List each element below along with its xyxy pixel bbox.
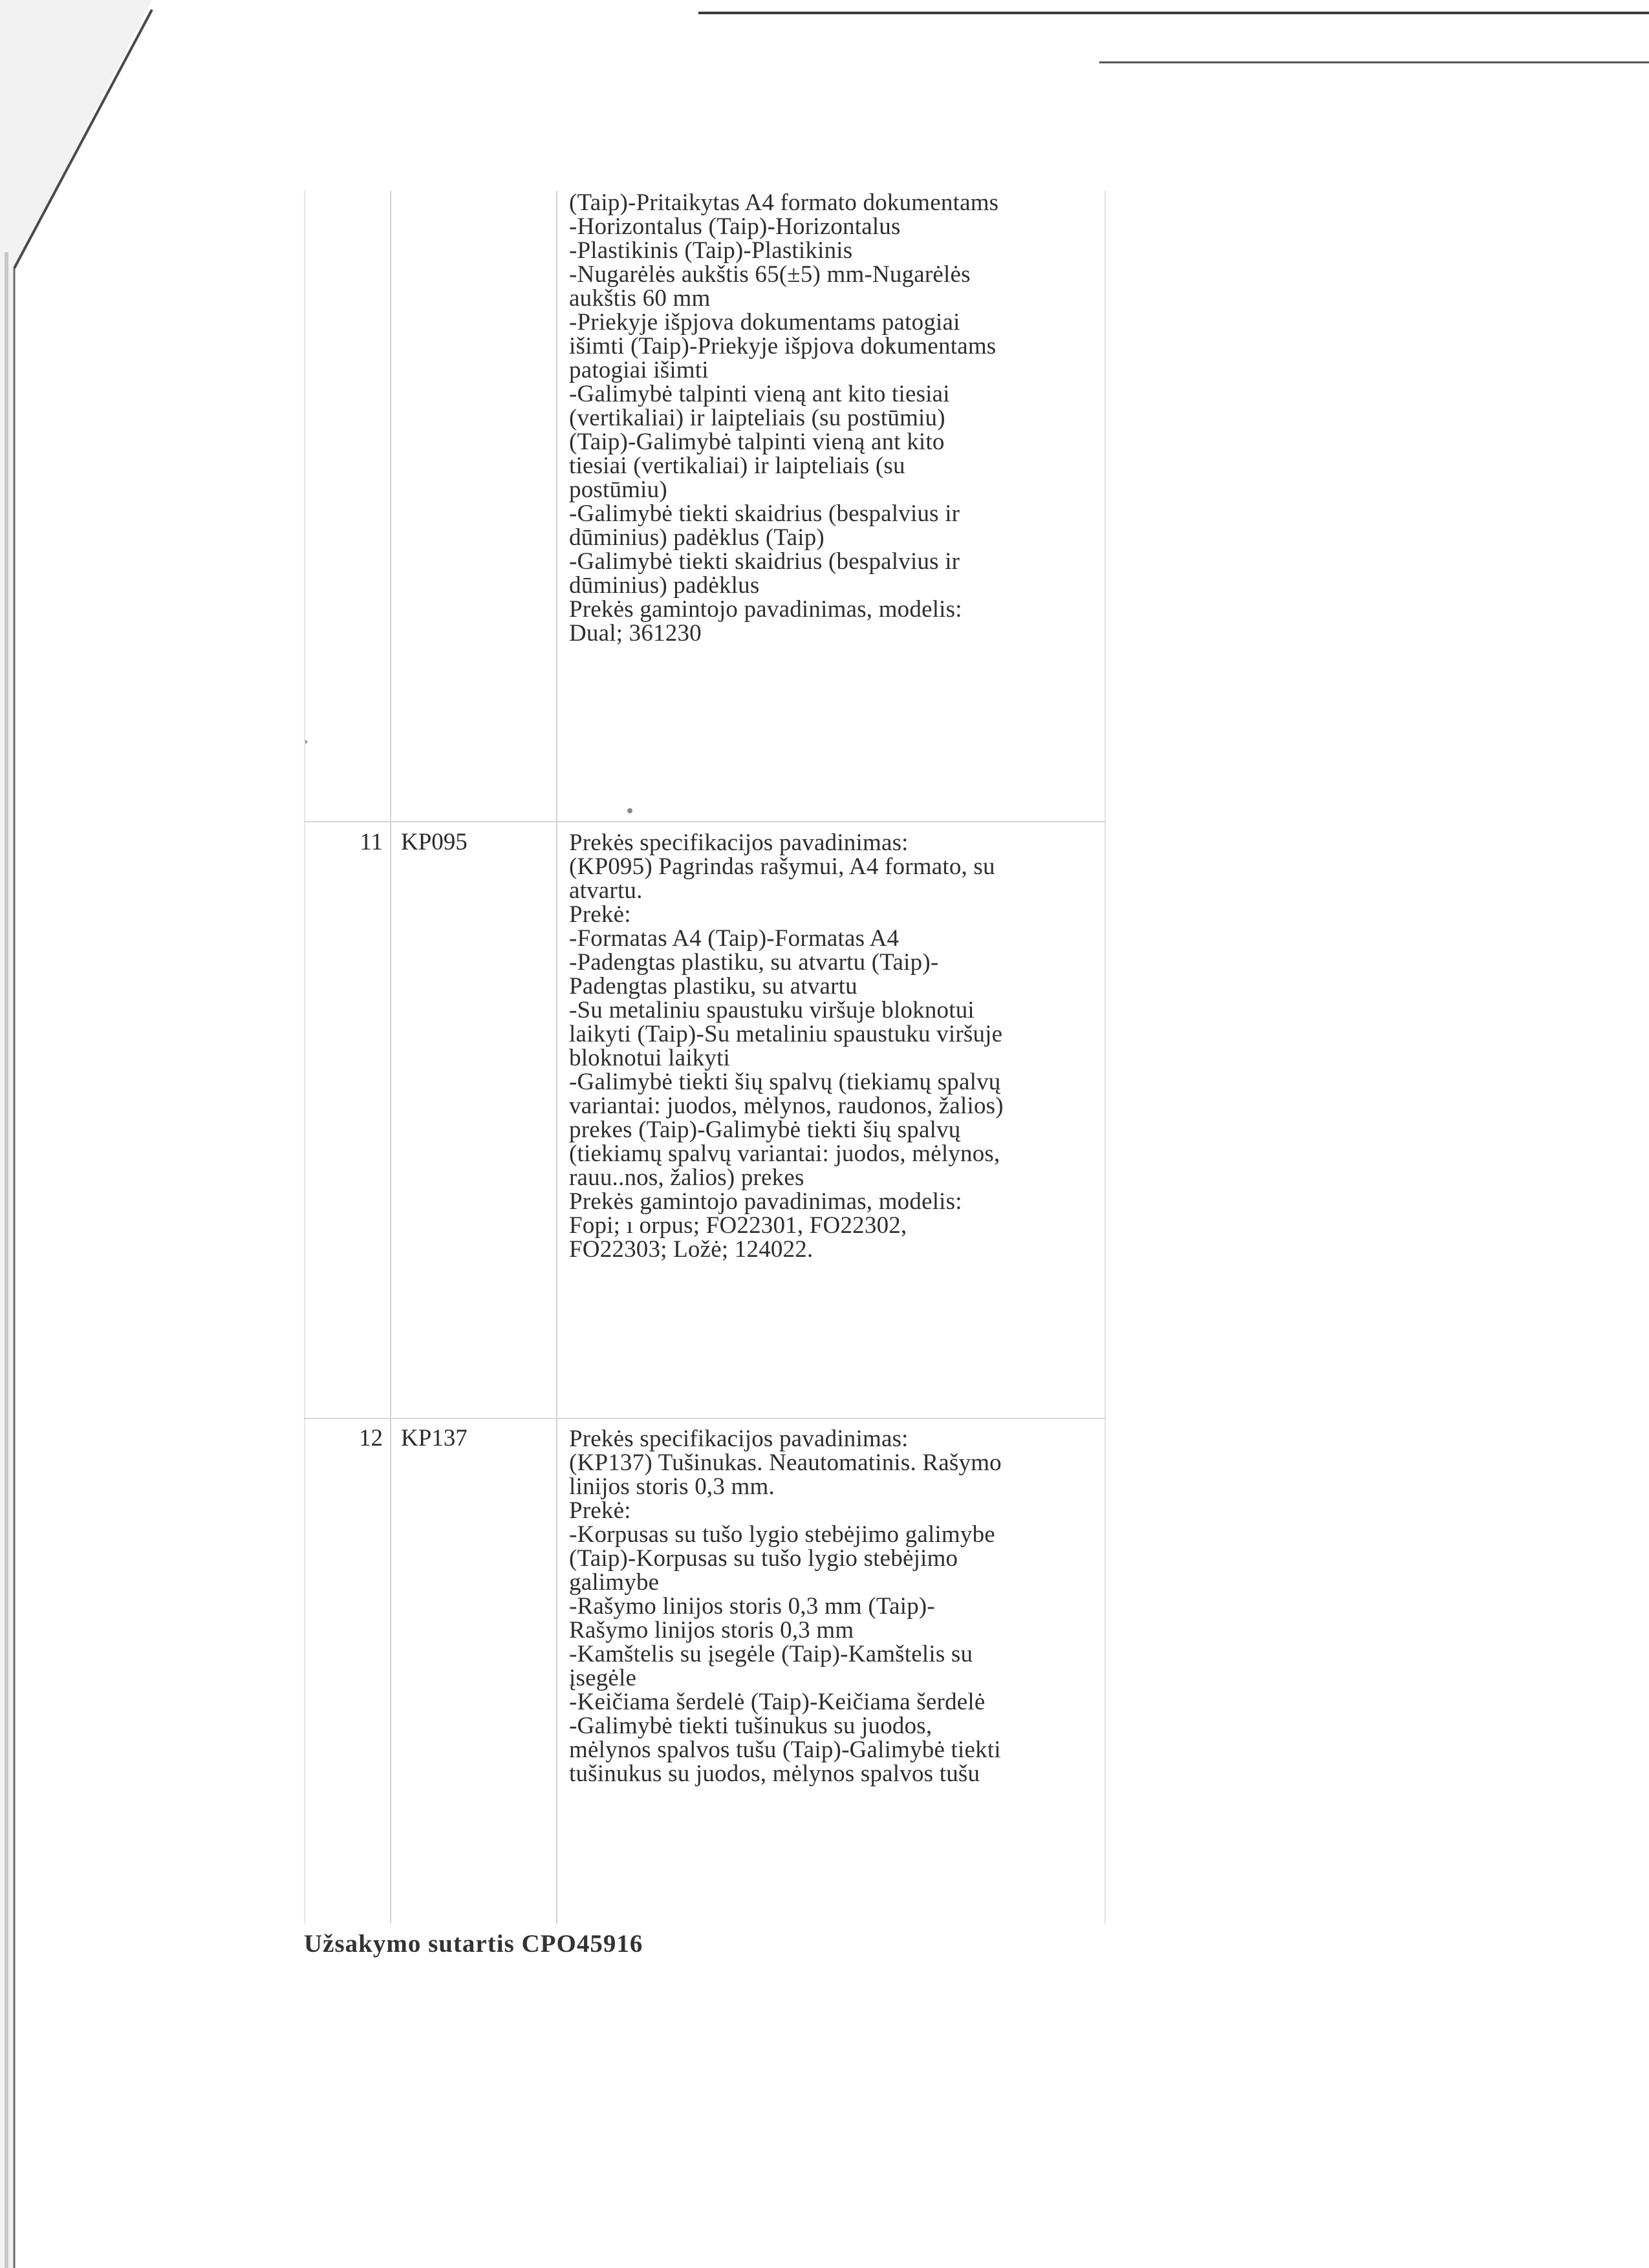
text-line: Dual; 361230	[569, 620, 702, 647]
column-divider	[390, 191, 391, 1923]
text-line: dūminius) padėklus	[569, 572, 760, 599]
text-line: -Kamštelis su įsegėle (Taip)-Kamštelis su	[569, 1641, 973, 1667]
text-line: (KP137) Tušinukas. Neautomatinis. Rašymo	[569, 1450, 1002, 1476]
description-cell-continued	[569, 191, 1112, 645]
row-divider	[304, 1418, 1106, 1419]
row-number: 11	[360, 829, 383, 855]
text-line: -Galimybė tiekti šių spalvų (tiekiamų spalvų	[569, 1069, 1001, 1095]
text-line: -Keičiama šerdelė (Taip)-Keičiama šerdelė	[569, 1689, 986, 1715]
scan-line-artifact	[1099, 61, 1649, 63]
row-divider	[304, 821, 1106, 822]
text-line: variantai: juodos, mėlynos, raudonos, žalios)	[569, 1093, 1004, 1119]
text-line: tušinukus su juodos, mėlynos spalvos tušu	[569, 1760, 980, 1787]
text-line: Prekė:	[569, 1497, 631, 1524]
text-line: -Galimybė tiekti skaidrius (bespalvius ir	[569, 548, 960, 575]
column-divider	[304, 191, 305, 1923]
text-line: (Taip)-Pritaikytas A4 formato dokumentams	[569, 189, 999, 216]
text-line: išimti (Taip)-Priekyje išpjova dokumentams	[569, 333, 997, 359]
column-divider	[556, 191, 557, 1923]
text-line: -Formatas A4 (Taip)-Formatas A4	[569, 925, 900, 952]
text-line: aukštis 60 mm	[569, 285, 711, 312]
description-cell-kp095	[569, 831, 1112, 1261]
text-line: -Padengtas plastiku, su atvartu (Taip)-	[569, 949, 939, 976]
text-line: Fopi; ı orpus; FO22301, FO22302,	[569, 1212, 907, 1239]
text-line: -Galimybė tiekti skaidrius (bespalvius ir	[569, 500, 960, 527]
text-line: -Galimybė talpinti vieną ant kito tiesiai	[569, 381, 950, 407]
product-code: KP137	[401, 1425, 468, 1451]
scan-edge-artifact	[0, 0, 168, 2268]
text-line: (tiekiamų spalvų variantai: juodos, mėlynos,	[569, 1140, 1000, 1167]
text-line: dūminius) padėklus (Taip)	[569, 524, 824, 551]
text-line: įsegėle	[569, 1665, 637, 1691]
text-line: prekes (Taip)-Galimybė tiekti šių spalvų	[569, 1117, 961, 1143]
text-line: bloknotui laikyti	[569, 1045, 731, 1071]
text-line: rauu..nos, žalios) prekes	[569, 1164, 804, 1191]
text-line: mėlynos spalvos tušu (Taip)-Galimybė tiekti	[569, 1737, 1001, 1763]
text-line: (Taip)-Korpusas su tušo lygio stebėjimo	[569, 1545, 958, 1572]
text-line: -Plastikinis (Taip)-Plastikinis	[569, 237, 853, 264]
text-line: (KP095) Pagrindas rašymui, A4 formato, su	[569, 853, 995, 880]
text-line: postūmiu)	[569, 476, 667, 503]
text-line: -Horizontalus (Taip)-Horizontalus	[569, 213, 901, 240]
text-line: atvartu.	[569, 877, 643, 904]
scan-line-artifact	[698, 12, 1649, 14]
text-line: -Nugarėlės aukštis 65(±5) mm-Nugarėlės	[569, 261, 971, 288]
text-line: Prekės gamintojo pavadinimas, modelis:	[569, 596, 962, 623]
text-line: -Galimybė tiekti tušinukus su juodos,	[569, 1713, 932, 1739]
text-line: Prekės specifikacijos pavadinimas:	[569, 1426, 909, 1452]
text-line: linijos storis 0,3 mm.	[569, 1473, 775, 1500]
text-line: -Su metaliniu spaustuku viršuje bloknotui	[569, 997, 975, 1023]
text-line: tiesiai (vertikaliai) ir laipteliais (su	[569, 453, 905, 479]
text-line: Rašymo linijos storis 0,3 mm	[569, 1617, 854, 1643]
text-line: Prekės gamintojo pavadinimas, modelis:	[569, 1188, 962, 1215]
text-line: (Taip)-Galimybė talpinti vieną ant kito	[569, 429, 945, 455]
document-footer-title: Užsakymo sutartis CPO45916	[304, 1930, 643, 1958]
product-code: KP095	[401, 829, 468, 855]
text-line: -Rašymo linijos storis 0,3 mm (Taip)-	[569, 1593, 935, 1620]
text-line: Prekė:	[569, 901, 631, 928]
text-line: -Priekyje išpjova dokumentams patogiai	[569, 309, 960, 336]
text-line: Prekės specifikacijos pavadinimas:	[569, 829, 909, 856]
text-line: FO22303; Ložė; 124022.	[569, 1236, 814, 1263]
text-line: patogiai išimti	[569, 357, 709, 383]
text-line: -Korpusas su tušo lygio stebėjimo galimybe	[569, 1521, 995, 1548]
row-number: 12	[359, 1425, 383, 1451]
text-line: galimybe	[569, 1569, 660, 1596]
description-cell-kp137	[569, 1427, 1112, 1786]
specification-table	[304, 191, 1109, 1920]
text-line: (vertikaliai) ir laipteliais (su postūmiu)	[569, 405, 945, 431]
text-line: Padengtas plastiku, su atvartu	[569, 973, 857, 1000]
text-line: laikyti (Taip)-Su metaliniu spaustuku viršuje	[569, 1021, 1003, 1047]
